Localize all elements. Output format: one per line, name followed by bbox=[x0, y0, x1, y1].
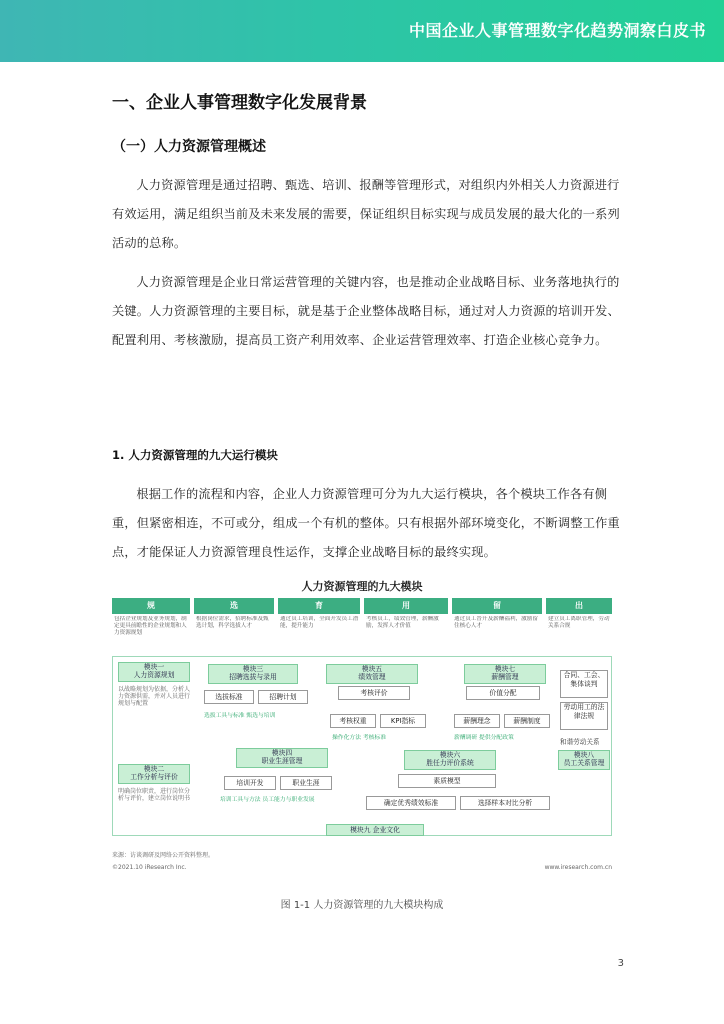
column-desc-plan: 包括企业规划及业务规划，制定更具前瞻性的企业规划和人力资源规划 bbox=[114, 616, 187, 636]
column-head-plan: 规 bbox=[112, 598, 190, 614]
note-training: 培训工具与方法 员工能力与职业发展 bbox=[220, 797, 315, 803]
cell-labor-law: 劳动用工的法律法规 bbox=[560, 702, 608, 730]
cell-training: 培训开发 bbox=[224, 776, 276, 790]
cell-value-dist: 价值分配 bbox=[466, 686, 540, 700]
module-8: 模块八 员工关系管理 bbox=[558, 750, 610, 770]
figure-caption: 图 1-1 人力资源管理的九大模块构成 bbox=[280, 900, 444, 911]
paragraph-2-wrap bbox=[112, 268, 624, 355]
document-title: 中国企业人事管理数字化趋势洞察白皮书 bbox=[408, 21, 706, 40]
column-head-use: 用 bbox=[364, 598, 448, 614]
cell-career: 职业生涯 bbox=[280, 776, 332, 790]
nine-modules-figure bbox=[112, 598, 612, 876]
cell-quality-model: 素质模型 bbox=[398, 774, 496, 788]
section-heading: 一、企业人事管理数字化发展背景 bbox=[112, 93, 367, 113]
page-number: 3 bbox=[617, 958, 624, 969]
cell-select-standard: 选拔标准 bbox=[204, 690, 254, 704]
column-desc-exit: 建立员工离职管理，劳动关系合规 bbox=[548, 616, 610, 629]
module-1-desc: 以战略规划为依据，分析人力资源供需，并对人员进行规划与配置 bbox=[118, 686, 191, 707]
column-head-develop: 育 bbox=[278, 598, 360, 614]
column-head-retain: 留 bbox=[452, 598, 542, 614]
cell-contract: 合同、工会、集体谈判 bbox=[560, 670, 608, 698]
column-desc-use: 考核员工，绩效管理，薪酬激励，发挥人才价值 bbox=[366, 616, 439, 629]
module-4: 模块四 职业生涯管理 bbox=[236, 748, 328, 768]
figure-title: 人力资源管理的九大模块 bbox=[301, 580, 423, 593]
figure-source: 来源：访谈调研及网络公开资料整理。 bbox=[112, 852, 215, 859]
subsection-heading-wrap bbox=[112, 136, 624, 156]
column-desc-develop: 通过员工培训，全面开发员工潜能，提升能力 bbox=[280, 616, 359, 629]
cell-pay-concept: 薪酬理念 bbox=[454, 714, 500, 728]
note-pay: 薪酬调研 提供分配政策 bbox=[454, 735, 514, 741]
paragraph-1: 人力资源管理是通过招聘、甄选、培训、报酬等管理形式，对组织内外相关人力资源进行有效运用，满足组织当前及未来发展的需要，保证组织目标实现与成员发展的最大化的一系列活动的总称。 bbox=[112, 178, 620, 250]
column-desc-retain: 通过员工晋升及薪酬福利，激励留住核心人才 bbox=[454, 616, 538, 629]
paragraph-1-wrap bbox=[112, 171, 624, 258]
section-heading-wrap bbox=[112, 88, 624, 113]
topic-paragraph: 根据工作的流程和内容，企业人力资源管理可分为九大运行模块，各个模块工作各有侧重，但紧密相连，不可或分，组成一个有机的整体。只有根据外部环境变化，不断调整工作重点，才能保证人力资源管理良性运作，支撑企业战略目标的最终实现。 bbox=[112, 487, 620, 559]
cell-kpi-index: KPI指标 bbox=[380, 714, 426, 728]
topic-heading: 1. 人力资源管理的九大运行模块 bbox=[112, 448, 278, 462]
note-select-tools: 选拔工具与标准 甄选与培训 bbox=[204, 713, 276, 719]
note-kpi: 操作化方法 考核标准 bbox=[332, 735, 387, 741]
labor-relation: 和谐劳动关系 bbox=[560, 738, 600, 746]
topic-heading-wrap bbox=[112, 447, 624, 463]
column-head-select: 选 bbox=[194, 598, 274, 614]
module-9: 模块九 企业文化 bbox=[326, 824, 424, 836]
column-head-exit: 出 bbox=[546, 598, 612, 614]
module-1: 模块一 人力资源规划 bbox=[118, 662, 190, 682]
figure-website: www.iresearch.com.cn bbox=[544, 864, 612, 871]
module-3: 模块三 招聘选拔与录用 bbox=[208, 664, 298, 684]
cell-confirm-standard: 确定优秀绩效标准 bbox=[366, 796, 456, 810]
column-desc-select: 根据岗位需求，招聘标准及甄选计划，科学选拔人才 bbox=[196, 616, 269, 629]
module-2: 模块二 工作分析与评价 bbox=[118, 764, 190, 784]
topic-paragraph-wrap bbox=[112, 480, 624, 567]
cell-compare-analysis: 选择样本对比分析 bbox=[460, 796, 550, 810]
module-2-desc: 明确岗位职责，进行岗位分析与评价，建立岗位说明书 bbox=[118, 788, 191, 802]
figure-copyright: ©2021.10 iResearch Inc. bbox=[112, 864, 187, 871]
module-6: 模块六 胜任力评价系统 bbox=[404, 750, 496, 770]
cell-pay-system: 薪酬制度 bbox=[504, 714, 550, 728]
cell-kpi-weight: 考核权重 bbox=[330, 714, 376, 728]
cell-perf-eval: 考核评价 bbox=[338, 686, 410, 700]
module-5: 模块五 绩效管理 bbox=[326, 664, 418, 684]
paragraph-2: 人力资源管理是企业日常运营管理的关键内容，也是推动企业战略目标、业务落地执行的关键。人力资源管理的主要目标，就是基于企业整体战略目标，通过对人力资源的培训开发、配置利用、考核激励，提高员工资产利用效率、企业运营管理效率、打造企业核心竞争力。 bbox=[112, 275, 620, 347]
cell-recruit-plan: 招聘计划 bbox=[258, 690, 308, 704]
module-7: 模块七 薪酬管理 bbox=[464, 664, 546, 684]
header-bar bbox=[0, 0, 724, 62]
subsection-heading: （一）人力资源管理概述 bbox=[112, 139, 266, 155]
